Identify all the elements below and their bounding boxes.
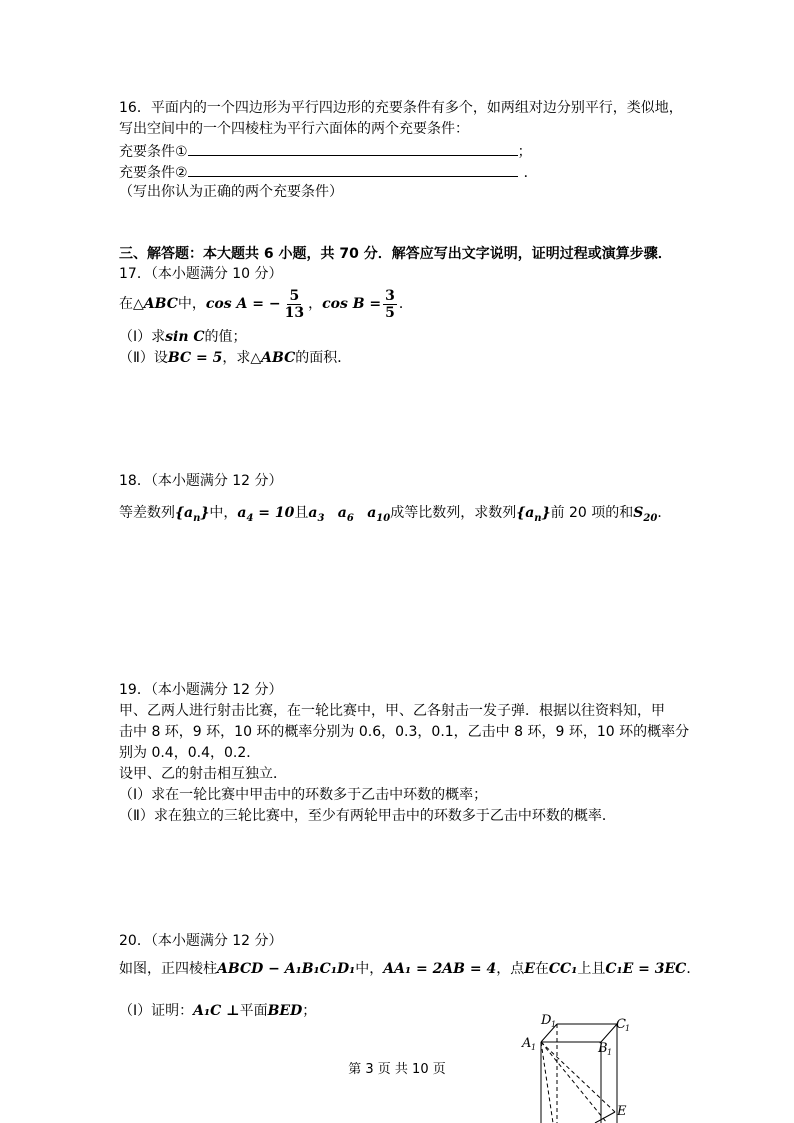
q16-cond2-label: 充要条件②	[119, 165, 188, 181]
label-c-sub: 1	[625, 1024, 631, 1033]
q18-a3-sub: 3	[317, 512, 325, 524]
q20-t1: 如图，正四棱柱	[119, 961, 217, 977]
q17-part2	[119, 348, 351, 368]
q16-blank2[interactable]	[188, 161, 518, 177]
q16-condition2	[119, 161, 538, 183]
q20-part1-prefix: （Ⅰ）证明：	[119, 1003, 194, 1019]
q20-t2: 中，	[355, 961, 384, 977]
q17-part1	[119, 327, 247, 347]
q19-part2: （Ⅱ）求在独立的三轮比赛中，至少有两轮甲击中的环数多于乙击中环数的概率．	[119, 808, 616, 824]
q17-intro-mid: 中，	[177, 296, 206, 312]
q18-a3-letter: a	[308, 505, 318, 521]
q17-part2-mid: ，求	[222, 350, 251, 366]
q18-a4	[237, 505, 295, 524]
edge-c1b1	[601, 1024, 617, 1042]
q18-a4-letter: a	[237, 505, 247, 521]
q18-a3	[308, 505, 325, 524]
triangle-symbol: △	[250, 350, 262, 366]
q18-body	[119, 503, 671, 529]
q18-s20-sub: 20	[643, 512, 658, 524]
q18-seq-open-2: {a	[516, 505, 535, 521]
q17-comma: ，	[308, 296, 323, 312]
q16-condition1	[119, 140, 532, 162]
q17-frac2	[383, 288, 397, 321]
q16-cond1-end: ；	[517, 144, 532, 160]
q20-e: E	[524, 961, 535, 977]
q20-title: 20．（本小题满分 12 分）	[119, 933, 283, 949]
label-c: C	[616, 1017, 626, 1032]
q17-frac1-den: 13	[284, 304, 305, 321]
label-d: D	[541, 1013, 552, 1028]
q20-bed: BED	[267, 1003, 303, 1019]
q18-a4-sub: 4	[246, 512, 254, 524]
edge-be	[595, 1112, 615, 1123]
q18-seq-sub: n	[193, 512, 201, 524]
q20-part1	[119, 1001, 316, 1021]
q20-part1-mid: 平面	[239, 1003, 268, 1019]
q17-bc: BC = 5	[167, 350, 223, 366]
label-b-sub: 1	[607, 1048, 613, 1057]
q17-sinC: sin C	[165, 329, 205, 345]
q18-s20	[633, 505, 658, 524]
q18-t5: 前 20 项的和	[550, 505, 634, 521]
q16-line1: 16．平面内的一个四边形为平行四边形的充要条件有多个，如两组对边分别平行，类似地，	[119, 100, 683, 116]
q17-frac1-num: 5	[289, 287, 300, 304]
q18-a10	[367, 505, 391, 524]
q19-line1: 甲、乙两人进行射击比赛，在一轮比赛中，甲、乙各射击一发子弹．根据以往资料知，甲	[119, 703, 665, 719]
q17-period: ．	[398, 296, 413, 312]
q17-intro-prefix: 在	[119, 296, 133, 312]
q17-intro	[119, 286, 413, 322]
triangle-symbol: △	[133, 296, 144, 312]
q16-cond1-label: 充要条件①	[119, 144, 188, 160]
q17-frac2-num: 3	[385, 287, 395, 304]
q20-t3: ，点	[496, 961, 525, 977]
label-a: A	[522, 1036, 532, 1051]
q18-seq-open: {a	[175, 505, 194, 521]
q20-aa1: AA₁ = 2AB = 4	[383, 961, 497, 977]
q18-t3: 且	[294, 505, 309, 521]
q20-t6: ．	[686, 961, 701, 977]
q18-a10-letter: a	[367, 505, 377, 521]
label-a-sub: 1	[531, 1043, 537, 1052]
q19-title: 19．（本小题满分 12 分）	[119, 682, 283, 698]
q18-seq	[175, 505, 210, 524]
q17-part1-suffix: 的值；	[204, 329, 247, 345]
q17-abc-2: ABC	[261, 350, 296, 366]
q18-t2: 中，	[209, 505, 238, 521]
q19-part1: （Ⅰ）求在一轮比赛中甲击中的环数多于乙击中环数的概率；	[119, 787, 488, 803]
q20-c1e: C₁E = 3EC	[605, 961, 687, 977]
section3-header: 三、解答题：本大题共 6 小题，共 70 分．解答应写出文字说明，证明过程或演算步骤．	[119, 246, 672, 262]
q17-frac2-den: 5	[385, 304, 395, 321]
q18-seq-close-2: }	[541, 505, 551, 521]
q20-t4: 在	[534, 961, 549, 977]
label-b: B	[598, 1041, 608, 1056]
q17-title: 17．（本小题满分 10 分）	[119, 266, 283, 282]
q18-a6-letter: a	[337, 505, 347, 521]
q20-body	[119, 959, 700, 979]
q19-line3: 别为 0.4，0.4，0.2．	[119, 745, 261, 761]
q18-title: 18．（本小题满分 12 分）	[119, 473, 283, 489]
q16-line2: 写出空间中的一个四棱柱为平行六面体的两个充要条件：	[119, 121, 469, 137]
q18-a10-sub: 10	[376, 512, 391, 524]
q17-part1-prefix: （Ⅰ）求	[119, 329, 166, 345]
q17-cosA: cos A = −	[205, 296, 281, 312]
q18-t4: 成等比数列，求数列	[390, 505, 517, 521]
q16-cond2-end: ．	[523, 165, 538, 181]
q20-prism: ABCD − A₁B₁C₁D₁	[217, 961, 356, 977]
q17-abc: ABC	[143, 296, 178, 312]
q19-line2: 击中 8 环，9 环，10 环的概率分别为 0.6，0.3，0.1，乙击中 8 环，9 环，10 环的概率分	[119, 724, 690, 740]
q18-t1: 等差数列	[119, 505, 175, 521]
q20-cc1: CC₁	[548, 961, 578, 977]
q20-t5: 上且	[577, 961, 606, 977]
q18-a6	[337, 505, 354, 524]
q18-seq-close: }	[200, 505, 210, 521]
q17-part2-suffix: 的面积．	[295, 350, 352, 366]
label-d-sub: 1	[551, 1020, 557, 1029]
q20-part1-suffix: ；	[302, 1003, 317, 1019]
q17-frac1	[283, 288, 306, 321]
q19-line4: 设甲、乙的射击相互独立．	[119, 766, 287, 782]
q16-note: （写出你认为正确的两个充要条件）	[119, 184, 343, 200]
q18-seq-sub-2: n	[534, 512, 542, 524]
q18-t6: ．	[657, 505, 672, 521]
q20-a1c: A₁C ⊥	[193, 1003, 240, 1019]
q17-part2-prefix: （Ⅱ）设	[119, 350, 168, 366]
q17-cosB: cos B =	[322, 296, 382, 312]
page-footer: 第 3 页 共 10 页	[348, 1062, 446, 1077]
q16-blank1[interactable]	[188, 140, 518, 156]
q18-a6-sub: 6	[346, 512, 354, 524]
q18-a4-eq: = 10	[253, 505, 295, 521]
label-e: E	[617, 1104, 627, 1119]
q18-seq-2	[516, 505, 551, 524]
q18-s20-letter: S	[633, 505, 644, 521]
